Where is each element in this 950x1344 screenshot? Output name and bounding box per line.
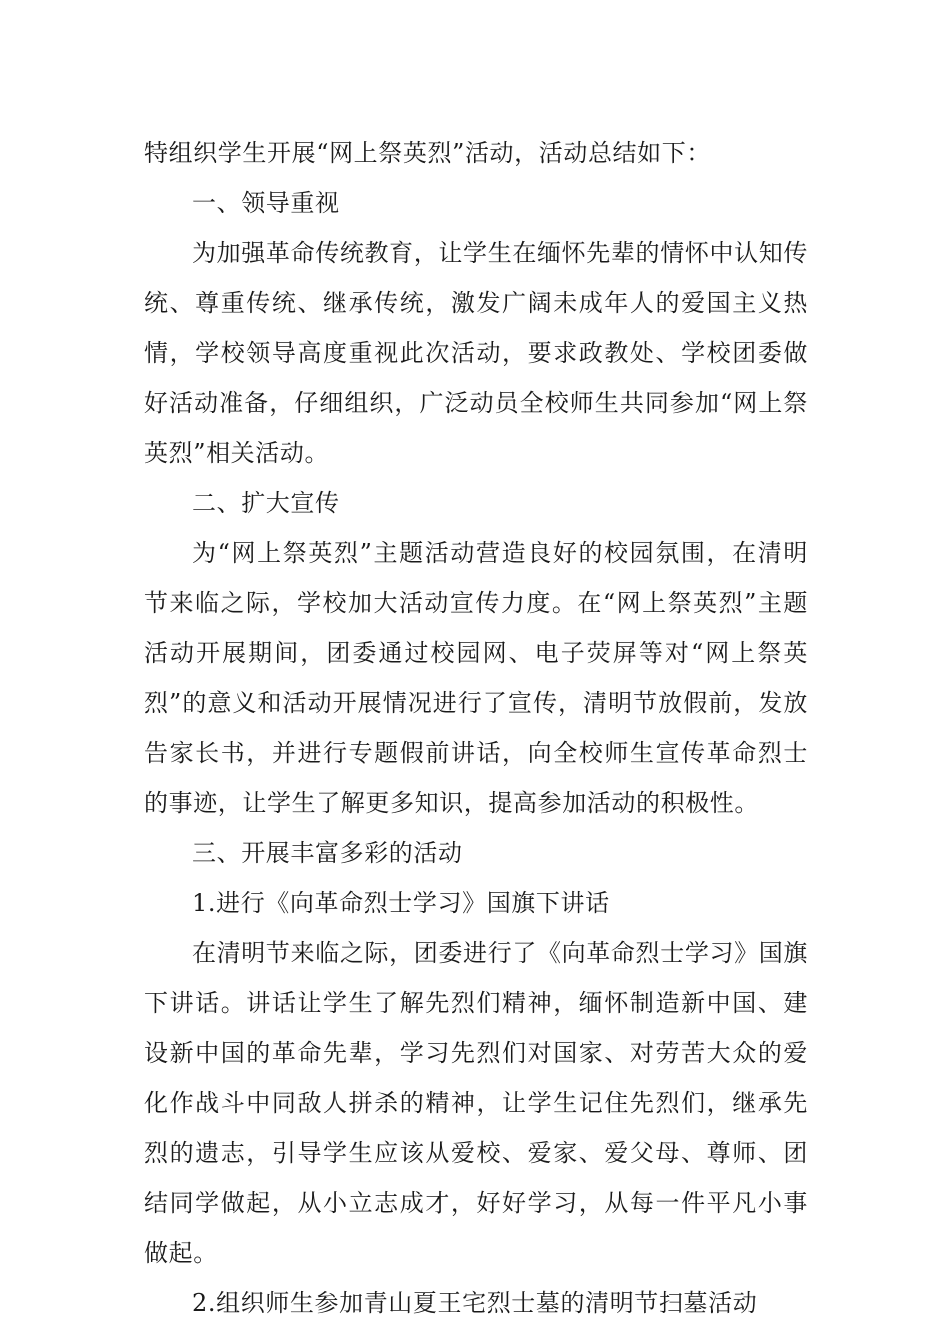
intro-paragraph: 特组织学生开展“网上祭英烈”活动，活动总结如下： bbox=[144, 139, 711, 167]
section-heading-activities: 三、开展丰富多彩的活动 bbox=[192, 839, 463, 867]
paragraph-leadership: 为加强革命传统教育，让学生在缅怀先辈的情怀中认知传统、尊重传统、继承传统，激发广阔未成年人的爱国主义热情，学校领导高度重视此次活动，要求政教处、学校团委做好活动准备，仔细组织，广泛动员全校师生共同参加“网上祭英烈”相关活动。 bbox=[144, 239, 808, 467]
document-body bbox=[144, 128, 808, 1328]
section-heading-publicity: 二、扩大宣传 bbox=[192, 489, 340, 517]
subheading-flag-speech: 1.进行《向革命烈士学习》国旗下讲话 bbox=[192, 889, 610, 917]
paragraph-flag-speech: 在清明节来临之际，团委进行了《向革命烈士学习》国旗下讲话。讲话让学生了解先烈们精神，缅怀制造新中国、建设新中国的革命先辈，学习先烈们对国家、对劳苦大众的爱化作战斗中同敌人拼杀的精神，让学生记住先烈们，继承先烈的遗志，引导学生应该从爱校、爱家、爱父母、尊师、团结同学做起，从小立志成才，好好学习，从每一件平凡小事做起。 bbox=[144, 939, 808, 1267]
paragraph-publicity: 为“网上祭英烈”主题活动营造良好的校园氛围，在清明节来临之际，学校加大活动宣传力度。在“网上祭英烈”主题活动开展期间，团委通过校园网、电子荧屏等对“网上祭英烈”的意义和活动开展情况进行了宣传，清明节放假前，发放告家长书，并进行专题假前讲话，向全校师生宣传革命烈士的事迹，让学生了解更多知识，提高参加活动的积极性。 bbox=[144, 539, 808, 817]
section-heading-leadership: 一、领导重视 bbox=[192, 189, 340, 217]
subheading-tomb-sweeping: 2.组织师生参加青山夏王宅烈士墓的清明节扫墓活动 bbox=[192, 1289, 758, 1317]
